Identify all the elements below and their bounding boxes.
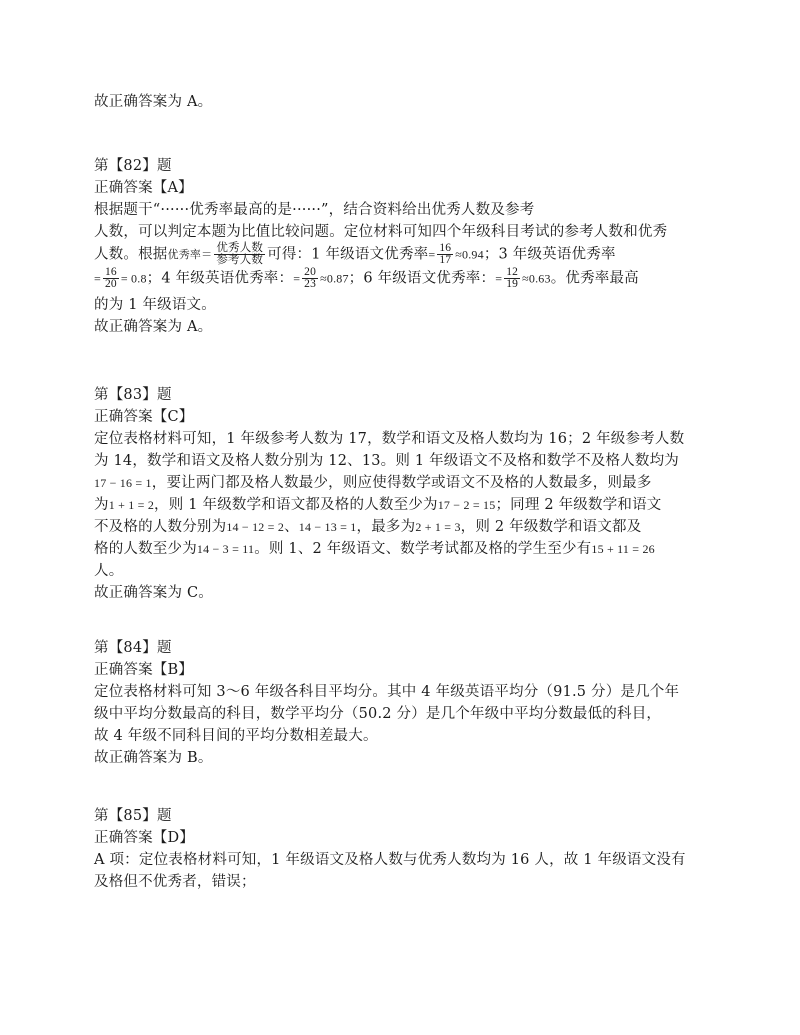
q82-eq2-den: 20 (104, 278, 117, 290)
q83-line4-a: 为 (94, 497, 109, 513)
q82-eq1-den: 17 (439, 254, 452, 266)
q83-header: 第【83】题 (94, 387, 172, 403)
q83-line5-c: ，最多为 (356, 519, 416, 535)
q82-eq3-approx: ≈0.87 (320, 271, 349, 286)
q82-line3 (94, 243, 734, 266)
q84-line2: 级中平均分数最高的科目，数学平均分（50.2 分）是几个年级中平均分数最低的科目， (94, 706, 662, 722)
q82-eq4-fraction (504, 267, 520, 290)
q83-line6 (94, 538, 734, 560)
q83-line3 (94, 472, 734, 494)
q82-line4-b: ；6 年级语文优秀率： (348, 270, 496, 287)
q84-line3: 故 4 年级不同科目间的平均分数相差最大。 (94, 728, 378, 744)
q83-line5-b: 、 (284, 519, 299, 535)
q82-formula-num: 优秀人数 (216, 242, 264, 254)
q83-line1: 定位表格材料可知，1 年级参考人数为 17，数学和语文及格人数均为 16；2 年级参考人数 (94, 431, 685, 447)
q82-line5: 的为 1 年级语文。 (94, 297, 216, 313)
q82-line3-b: 可得：1 年级语文优秀率 (267, 246, 429, 263)
q83-conclusion: 故正确答案为 C。 (94, 585, 214, 601)
q82-eq3-den: 23 (304, 278, 317, 290)
q83-line6-b: 。则 1、2 年级语文、数学考试都及格的学生至少有 (254, 541, 592, 557)
q82-header: 第【82】题 (94, 158, 172, 174)
q84-header: 第【84】题 (94, 640, 172, 656)
q83-line5-a: 不及格的人数分别为 (94, 519, 227, 535)
q82-eq3-num: 20 (304, 266, 317, 278)
q82-eq2-fraction (103, 267, 119, 290)
q82-eq2-prefix: = (94, 271, 101, 286)
q83-line7: 人。 (94, 563, 124, 579)
q82-line4-c: 。优秀率最高 (550, 270, 639, 287)
q82-eq4-den: 19 (506, 278, 519, 290)
q82-formula-label: 优秀率＝ (167, 247, 213, 261)
q83-line3-text: ，要让两门都及格人数最少，则应使得数学或语文不及格的人数最多，则最多 (151, 475, 652, 491)
q82-line4-a: ；4 年级英语优秀率： (146, 270, 294, 287)
q83-line4-b: ，则 1 年级数学和语文都及格的人数至少为 (154, 497, 438, 513)
q82-answer: 正确答案【A】 (94, 180, 193, 196)
q84-line1: 定位表格材料可知 3～6 年级各科目平均分。其中 4 年级英语平均分（91.5 分）是几个年 (94, 684, 680, 700)
q83-line6-math2: 15 + 11 = 26 (591, 542, 655, 556)
q82-line3-c: ；3 年级英语优秀率 (483, 246, 616, 263)
q82-conclusion: 故正确答案为 A。 (94, 319, 213, 335)
q82-eq1-num: 16 (439, 242, 452, 254)
q84-conclusion: 故正确答案为 B。 (94, 750, 213, 766)
q83-line5-math1: 14 − 12 = 2 (226, 520, 285, 534)
q82-eq1-approx: ≈0.94 (455, 247, 484, 262)
q82-eq1-fraction (437, 243, 453, 266)
q82-line2: 人数，可以判定本题为比值比较问题。定位材料可知四个年级科目考试的参考人数和优秀 (94, 224, 668, 240)
q82-eq3-fraction (302, 267, 318, 290)
q85-line2: 及格但不优秀者，错误； (94, 874, 256, 890)
q82-eq1-prefix: = (428, 247, 436, 262)
q82-line3-a: 人数。根据 (94, 246, 168, 263)
q83-line4-math1: 1 + 1 = 2 (108, 498, 155, 512)
q82-line3-cont (94, 267, 734, 290)
q83-line5-math3: 2 + 1 = 3 (415, 520, 461, 534)
q82-formula-fraction (214, 243, 265, 266)
q82-line1: 根据题干“······优秀率最高的是······”，结合资料给出优秀人数及参考 (94, 202, 535, 218)
q82-eq3-prefix: = (293, 271, 301, 286)
q83-line5 (94, 516, 734, 538)
q82-eq4-prefix: = (495, 271, 503, 286)
q83-line6-a: 格的人数至少为 (94, 541, 197, 557)
q83-line4-math2: 17 − 2 = 15 (437, 498, 496, 512)
q85-header: 第【85】题 (94, 808, 172, 824)
q85-line1: A 项：定位表格材料可知，1 年级语文及格人数与优秀人数均为 16 人，故 1 年级语文没有 (94, 852, 686, 868)
q82-eq4-approx: ≈0.63 (522, 271, 551, 286)
q83-line2: 为 14，数学和语文及格人数分别为 12、13。则 1 年级语文不及格和数学不及格人数均为 (94, 453, 680, 469)
intro-conclusion: 故正确答案为 A。 (94, 94, 213, 110)
q83-answer: 正确答案【C】 (94, 409, 194, 425)
q84-answer: 正确答案【B】 (94, 662, 194, 678)
q83-line5-math2: 14 − 13 = 1 (298, 520, 357, 534)
q83-line6-math1: 14 − 3 = 11 (196, 542, 255, 556)
q83-line4 (94, 494, 734, 516)
q82-formula-den: 参考人数 (216, 254, 264, 266)
q83-line3-math: 17 − 16 = 1 (94, 476, 152, 490)
q82-eq2-num: 16 (104, 266, 117, 278)
q83-line4-c: ；同理 2 年级数学和语文 (495, 497, 662, 513)
q83-line5-d: ，则 2 年级数学和语文都及 (460, 519, 642, 535)
q82-eq4-num: 12 (506, 266, 519, 278)
q85-answer: 正确答案【D】 (94, 830, 195, 846)
q82-eq2-result: = 0.8 (120, 271, 147, 286)
